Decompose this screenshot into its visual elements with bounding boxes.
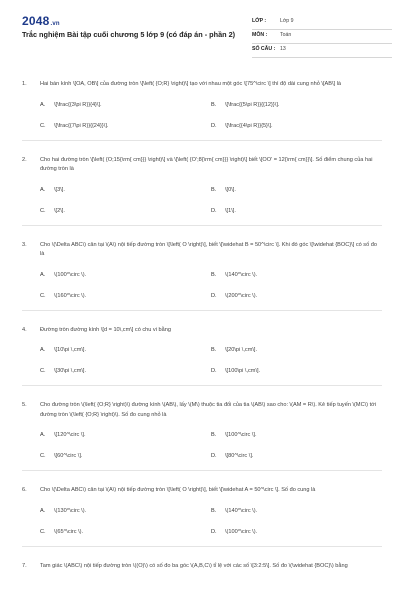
question-number: 5. [22, 402, 27, 408]
option-letter: D. [211, 292, 217, 299]
option-d[interactable] [211, 528, 382, 538]
option-text: \[3\]. [54, 186, 65, 193]
option-letter: C. [40, 122, 46, 129]
option-letter: A. [40, 186, 46, 193]
divider [22, 310, 382, 311]
option-text: \(100^\circ \). [225, 528, 258, 535]
option-text: \[\frac{{3\pi R}}{4}\]. [54, 101, 102, 108]
option-letter: A. [40, 271, 46, 278]
question-5 [22, 401, 382, 471]
divider [22, 470, 382, 471]
option-b[interactable] [211, 346, 382, 356]
option-letter: D. [211, 528, 217, 535]
option-letter: C. [40, 453, 46, 459]
meta-label: SỐ CÂU : [252, 46, 276, 52]
option-c[interactable] [40, 452, 211, 462]
option-a[interactable] [40, 101, 211, 111]
option-a[interactable] [40, 271, 211, 281]
option-letter: B. [211, 271, 217, 278]
option-c[interactable] [40, 122, 211, 132]
question-4 [22, 326, 382, 387]
option-letter: C. [40, 292, 46, 299]
option-text: \(140^\circ \). [225, 271, 258, 278]
answer-options [40, 431, 382, 462]
option-letter: C. [40, 368, 46, 374]
meta-value: 13 [280, 46, 286, 52]
option-text: \[\frac{{4\pi R}}{5}\]. [225, 122, 273, 129]
page-header [22, 14, 382, 58]
option-letter: D. [211, 122, 217, 129]
divider [22, 140, 382, 141]
meta-row-subject [252, 30, 392, 44]
question-number: 2. [22, 156, 27, 163]
page-title: Trắc nghiệm Bài tập cuối chương 5 lớp 9 (có đáp án - phần 2) [22, 30, 236, 39]
option-letter: D. [211, 207, 217, 214]
site-logo[interactable] [22, 14, 60, 28]
question-number: 1. [22, 81, 27, 87]
meta-info [252, 16, 392, 58]
logo-text: 2048 [22, 14, 50, 28]
option-letter: C. [40, 207, 46, 214]
option-letter: B. [211, 507, 217, 514]
option-letter: D. [211, 368, 217, 374]
meta-row-count [252, 44, 392, 58]
option-text: \[0\]. [225, 186, 236, 193]
option-b[interactable] [211, 507, 382, 517]
option-text: \[100\pi \,cm\]. [225, 368, 261, 374]
option-text: \(140^\circ \). [225, 507, 258, 514]
option-letter: D. [211, 453, 217, 459]
option-text: \[100^\circ \]. [225, 432, 257, 438]
option-d[interactable] [211, 292, 382, 302]
option-a[interactable] [40, 431, 211, 441]
question-text: Cho \(\Delta ABC\) cân tại \(A\) nội tiếp đường tròn \[\left( O \right)\], biết \[\widehat A = 50^\circ \]. Số đo cung là [40, 487, 316, 493]
option-b[interactable] [211, 431, 382, 441]
question-3 [22, 241, 382, 311]
option-letter: A. [40, 101, 46, 108]
meta-label: LỚP : [252, 18, 267, 24]
question-number: 3. [22, 241, 27, 248]
option-letter: A. [40, 507, 46, 514]
option-text: \[30\pi \,cm\]. [54, 368, 87, 374]
divider [22, 385, 382, 386]
option-text: \[20\pi \,cm\]. [225, 347, 258, 353]
option-text: \[1\]. [225, 207, 236, 214]
option-letter: A. [40, 432, 46, 438]
divider [22, 225, 382, 226]
question-number: 6. [22, 487, 27, 493]
option-letter: B. [211, 101, 217, 108]
answer-options [40, 186, 382, 217]
option-text: \(65^\circ \). [54, 528, 84, 535]
option-letter: A. [40, 347, 46, 353]
meta-value: Toán [280, 32, 292, 38]
question-text: Cho \(\Delta ABC\) cân tại \(A\) nội tiếp đường tròn \[\left( O \right)\], biết \[\widehat B = 50^\circ \]. Khi đó góc \[\widehat {BOC}\] có số đo là [40, 241, 377, 257]
option-b[interactable] [211, 186, 382, 196]
question-list [22, 80, 382, 586]
option-b[interactable] [211, 101, 382, 111]
answer-options [40, 271, 382, 302]
option-a[interactable] [40, 186, 211, 196]
option-text: \[60^\circ \]. [54, 453, 83, 459]
option-text: \[120^\circ \]. [54, 432, 86, 438]
answer-options [40, 346, 382, 377]
option-d[interactable] [211, 452, 382, 462]
option-d[interactable] [211, 207, 382, 217]
option-text: \[10\pi \,cm\]. [54, 347, 87, 353]
question-text: Cho đường tròn \(\left( {O;R} \right)\) đường kính \(AB\), lấy \(M\) thuộc tia đối của tia \(AB\) sao cho: \(AM = R\). Kẻ tiếp tuyến \(MC\) tới đường tròn \(\left( {O;R} \right)\). Số đo cung nhỏ là [40, 402, 377, 418]
question-6 [22, 486, 382, 547]
question-number: 7. [22, 562, 27, 569]
option-text: \(160^\circ \). [54, 292, 87, 299]
question-2 [22, 156, 382, 226]
meta-value: Lớp 9 [280, 18, 294, 24]
option-letter: B. [211, 432, 217, 438]
answer-options [40, 101, 382, 132]
option-text: \(200^\circ \). [225, 292, 258, 299]
answer-options [40, 507, 382, 538]
question-text: Cho hai đường tròn \[\left( {O;15{\rm{ cm}}} \right)\] và \[\left( {O';8{\rm{ cm}}} \right)\] biết \[OO' = 12{\rm{ cm}}\]. Số điểm chung của hai đường tròn là [40, 156, 373, 172]
question-text: Hai bán kính \[OA, OB\] của đường tròn \[\left( {O;R} \right)\] tạo với nhau một góc \[75^\circ \] thì độ dài cung nhỏ \[AB\] là [40, 81, 341, 87]
option-letter: B. [211, 186, 217, 193]
option-text: \(100^\circ \). [54, 271, 87, 278]
option-text: \[80^\circ \]. [225, 453, 254, 459]
option-b[interactable] [211, 271, 382, 281]
question-7 [22, 562, 382, 572]
option-letter: B. [211, 347, 217, 353]
option-a[interactable] [40, 346, 211, 356]
option-c[interactable] [40, 207, 211, 217]
option-c[interactable] [40, 292, 211, 302]
option-text: \[2\]. [54, 207, 65, 214]
question-1 [22, 80, 382, 141]
option-a[interactable] [40, 507, 211, 517]
option-letter: C. [40, 528, 46, 535]
option-c[interactable] [40, 367, 211, 377]
logo-suffix: .vn [50, 21, 60, 27]
option-c[interactable] [40, 528, 211, 538]
divider [22, 546, 382, 547]
meta-row-class [252, 16, 392, 30]
option-text: \[\frac{{5\pi R}}{{12}}\]. [225, 101, 280, 108]
option-text: \[\frac{{7\pi R}}{{24}}\]. [54, 122, 109, 129]
question-text: Tam giác \(ABC\) nội tiếp đường tròn \((O)\) có số đo ba góc \(A,B,C\) tỉ lệ với các số \[3:2:5\]. Số đo \(\widehat {BOC}\) bằng [40, 562, 348, 569]
option-d[interactable] [211, 122, 382, 132]
option-text: \(130^\circ \). [54, 507, 87, 514]
option-d[interactable] [211, 367, 382, 377]
question-number: 4. [22, 326, 27, 333]
question-text: Đường tròn đường kính \[d = 10\,cm\] có chu vi bằng [40, 326, 171, 333]
meta-label: MÔN : [252, 32, 268, 38]
